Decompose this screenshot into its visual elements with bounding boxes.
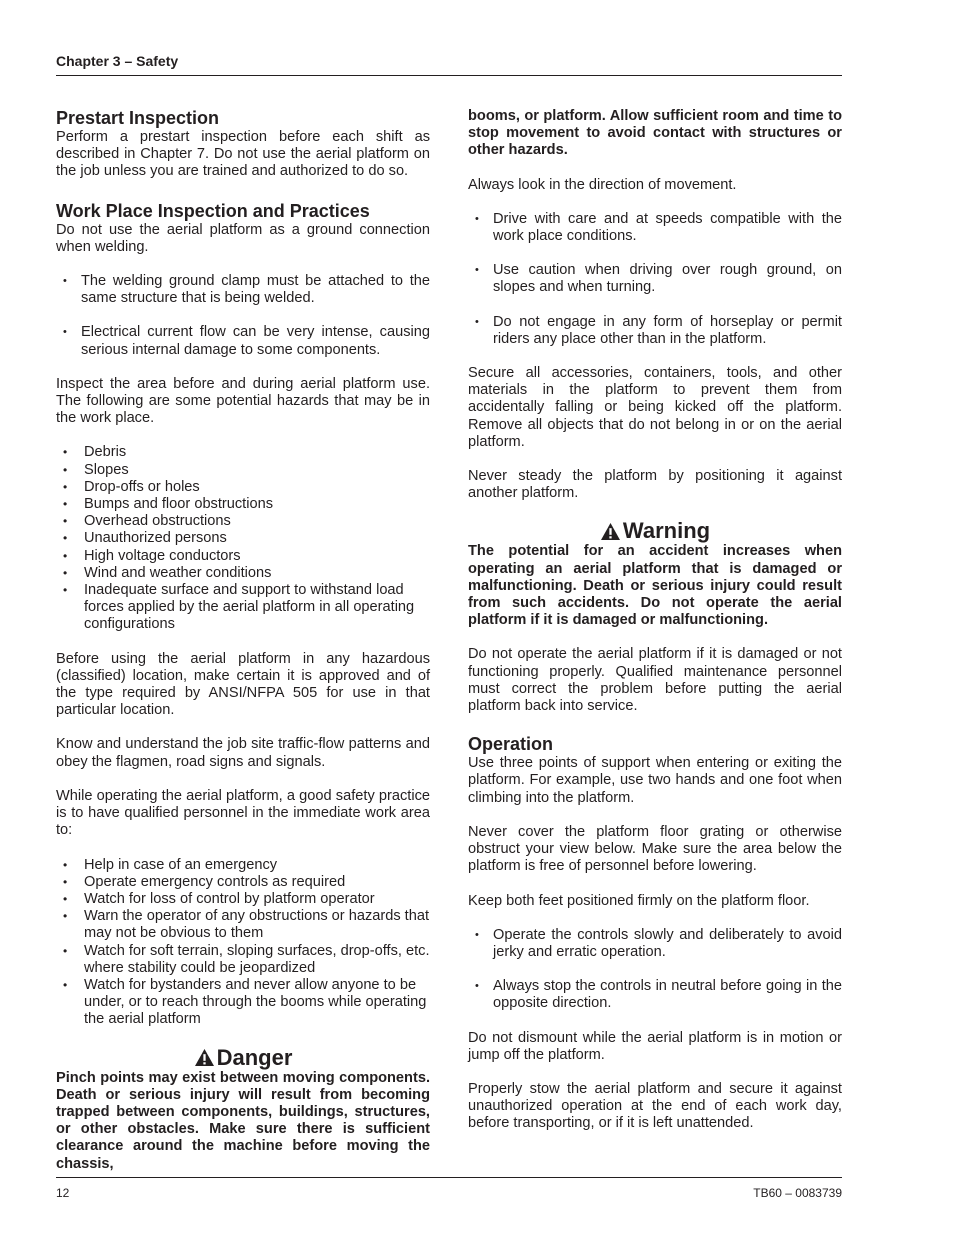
secure-text: Secure all accessories, containers, tools, and other materials in the platform to prevent them from accidentally falling or being kicked off the platform. Remove all objects that do not belong in or on the aerial platform. [468, 365, 842, 450]
footer-divider [56, 1177, 842, 1178]
hazard-list [56, 444, 430, 633]
danger-text: Pinch points may exist between moving components. Death or serious injury will result from becoming trapped between components, buildings, structures, or other obstacles. Make sure there is sufficient clearance around the machine before moving the chassis, [56, 1069, 430, 1172]
traffic-text: Know and understand the job site traffic-flow patterns and obey the flagmen, road signs and signals. [56, 736, 430, 770]
document-id: TB60 – 0083739 [753, 1186, 842, 1200]
driving-list [468, 211, 842, 348]
list-item: • Watch for bystanders and never allow anyone to be under, or to reach through the booms while operating the aerial platform [56, 977, 430, 1029]
danger-title [56, 1046, 430, 1070]
feet-text: Keep both feet positioned firmly on the platform floor. [468, 892, 810, 909]
list-item: • Bumps and floor obstructions [56, 496, 430, 513]
list-item: • Watch for soft terrain, sloping surfaces, drop-offs, etc. where stability could be jeopardized [56, 943, 430, 977]
operation-heading: Operation [468, 734, 554, 755]
welding-list [56, 273, 430, 359]
controls-list [468, 927, 842, 1013]
list-item: • Do not engage in any form of horseplay or permit riders any place other than in the platform. [468, 314, 842, 348]
inspect-text: Inspect the area before and during aerial platform use. The following are some potential hazards that may be in the work place. [56, 375, 430, 427]
left-column [56, 108, 430, 1190]
list-item: • Wind and weather conditions [56, 565, 430, 582]
danger-title-text: Danger [216, 1044, 293, 1070]
prestart-text: Perform a prestart inspection before each shift as described in Chapter 7. Do not use the aerial platform on the job unless you are trained and authorized to do so. [56, 129, 430, 180]
list-item: • Drive with care and at speeds compatible with the work place conditions. [468, 211, 842, 245]
support-text: Use three points of support when entering or exiting the platform. For example, use two hands and one foot when climbing into the platform. [468, 755, 842, 806]
warning-triangle-icon [194, 1048, 215, 1067]
list-item: • Overhead obstructions [56, 513, 430, 530]
list-item: • Always stop the controls in neutral before going in the opposite direction. [468, 978, 842, 1012]
warning-text: The potential for an accident increases when operating an aerial platform that is damaged or malfunctioning. Death or serious injury could result from such accidents. Do not operate the aerial platform if it is damaged or malfunctioning. [468, 543, 842, 629]
right-column [468, 108, 842, 1150]
qualified-intro: While operating the aerial platform, a good safety practice is to have qualified personnel in the immediate work area to: [56, 787, 430, 839]
list-item: • Slopes [56, 462, 430, 479]
list-item: • Help in case of an emergency [56, 857, 430, 874]
chapter-title: Chapter 3 – Safety [56, 53, 179, 69]
list-item: • Electrical current flow can be very intense, causing serious internal damage to some components. [56, 324, 430, 358]
look-direction-text: Always look in the direction of movement. [468, 176, 737, 193]
workplace-intro: Do not use the aerial platform as a ground connection when welding. [56, 221, 430, 255]
list-item: • Warn the operator of any obstructions or hazards that may not be obvious to them [56, 908, 430, 942]
page-header [56, 53, 842, 76]
list-item: • Drop-offs or holes [56, 479, 430, 496]
list-item: • Operate emergency controls as required [56, 874, 430, 891]
list-item: • Debris [56, 444, 430, 461]
warning-title-text: Warning [622, 518, 711, 544]
list-item: • High voltage conductors [56, 548, 430, 565]
list-item: • The welding ground clamp must be attached to the same structure that is being welded. [56, 273, 430, 307]
list-item: • Operate the controls slowly and deliberately to avoid jerky and erratic operation. [468, 927, 842, 961]
list-item: • Inadequate surface and support to withstand load forces applied by the aerial platform in all operating configurations [56, 582, 430, 634]
prestart-heading: Prestart Inspection [56, 108, 220, 128]
list-item: • Watch for loss of control by platform operator [56, 891, 430, 908]
steady-text: Never steady the platform by positioning it against another platform. [468, 468, 842, 502]
list-item: • Unauthorized persons [56, 530, 430, 547]
grating-text: Never cover the platform floor grating or otherwise obstruct your view below. Make sure the area below the platform is free of personnel before lowering. [468, 823, 842, 875]
dismount-text: Do not dismount while the aerial platform is in motion or jump off the platform. [468, 1029, 842, 1063]
qualified-list [56, 857, 430, 1029]
damaged-text: Do not operate the aerial platform if it is damaged or not functioning properly. Qualified maintenance personnel must correct the problem before putting the aerial platform back into service. [468, 646, 842, 715]
warning-triangle-icon [600, 522, 621, 541]
list-item: • Use caution when driving over rough ground, on slopes and when turning. [468, 262, 842, 296]
danger-text-continued: booms, or platform. Allow sufficient room and time to stop movement to avoid contact with structures or other hazards. [468, 108, 842, 159]
workplace-heading: Work Place Inspection and Practices [56, 200, 370, 221]
hazardous-location-text: Before using the aerial platform in any hazardous (classified) location, make certain it is approved and of the type required by ANSI/NFPA 505 for use in that particular location. [56, 650, 430, 719]
stow-text: Properly stow the aerial platform and secure it against unauthorized operation at the end of each work day, before transporting, or if it is left unattended. [468, 1080, 842, 1132]
warning-title [468, 519, 842, 543]
page-number: 12 [56, 1186, 70, 1200]
